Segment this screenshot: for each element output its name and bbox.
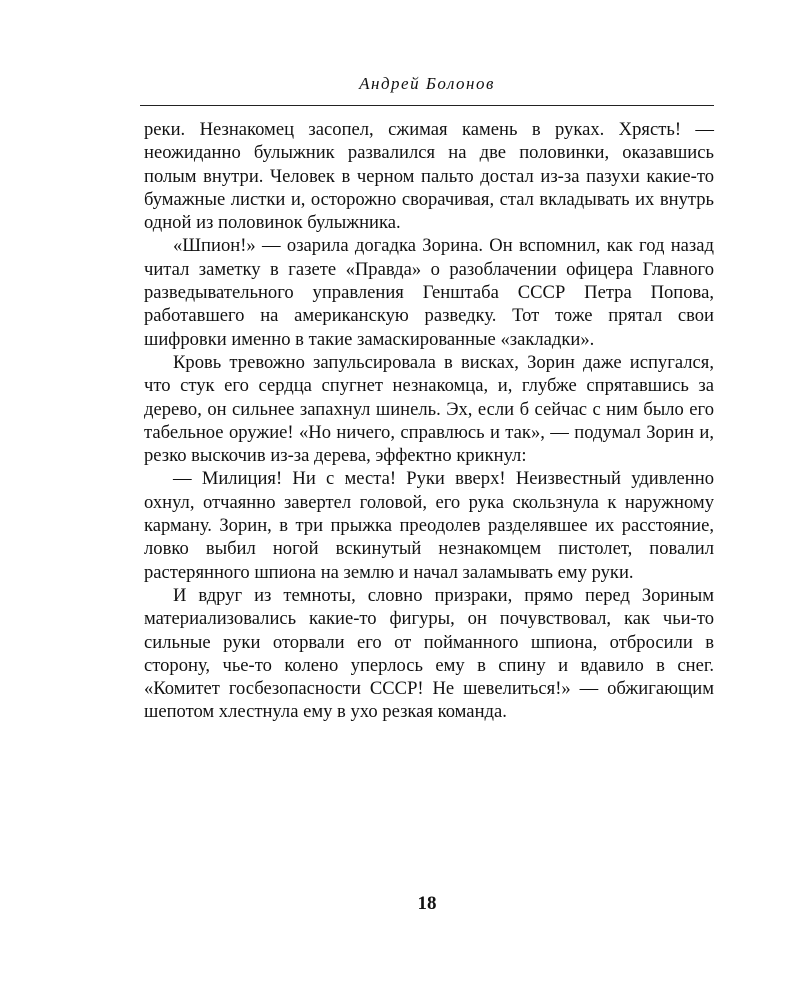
paragraph: — Милиция! Ни с места! Руки вверх! Неизвестный удивленно охнул, отчаянно завертел головой, его рука скользнула к наружному карману. Зорин, в три прыжка преодолев разделявшее их расстояние, ловко выбил ногой вскинутый незнакомцем пистолет, повалил растерянного шпиона на землю и начал заламывать ему руки. bbox=[144, 468, 714, 583]
body-text bbox=[144, 118, 714, 724]
paragraph: И вдруг из темноты, словно призраки, прямо перед Зориным материализовались какие-то фигуры, он почувствовал, как чьи-то сильные руки оторвали его от пойманного шпиона, отбросили в сторону, чье-то колено уперлось ему в спину и вдавило в снег. «Комитет госбезопасности СССР! Не шевелиться!» — обжигающим шепотом хлестнула ему в ухо резкая команда. bbox=[144, 584, 714, 723]
paragraph: «Шпион!» — озарила догадка Зорина. Он вспомнил, как год назад читал заметку в газете «Правда» о разоблачении офицера Главного разведывательного управления Генштаба СССР Петра Попова, работавшего на американскую разведку. Тот тоже прятал свои шифровки именно в такие замаскированные «закладки». bbox=[144, 235, 714, 350]
running-head: Андрей Болонов bbox=[359, 74, 495, 93]
paragraph: Кровь тревожно запульсировала в висках, Зорин даже испугался, что стук его сердца спугнет незнакомца, и, глубже спрятавшись за дерево, он сильнее запахнул шинель. Эх, если б сейчас с ним было его табельное оружие! «Но ничего, справлюсь и так», — подумал Зорин и, резко выскочив из-за дерева, эффектно крикнул: bbox=[144, 351, 714, 467]
paragraph: реки. Незнакомец засопел, сжимая камень в руках. Хрясть! — неожиданно булыжник развалился на две половинки, оказавшись полым внутри. Человек в черном пальто достал из-за пазухи какие-то бумажные листки и, осторожно сворачивая, стал вкладывать их внутрь одной из половинок булыжника. bbox=[144, 119, 714, 234]
page-number: 18 bbox=[417, 893, 437, 914]
header-rule bbox=[140, 105, 714, 106]
